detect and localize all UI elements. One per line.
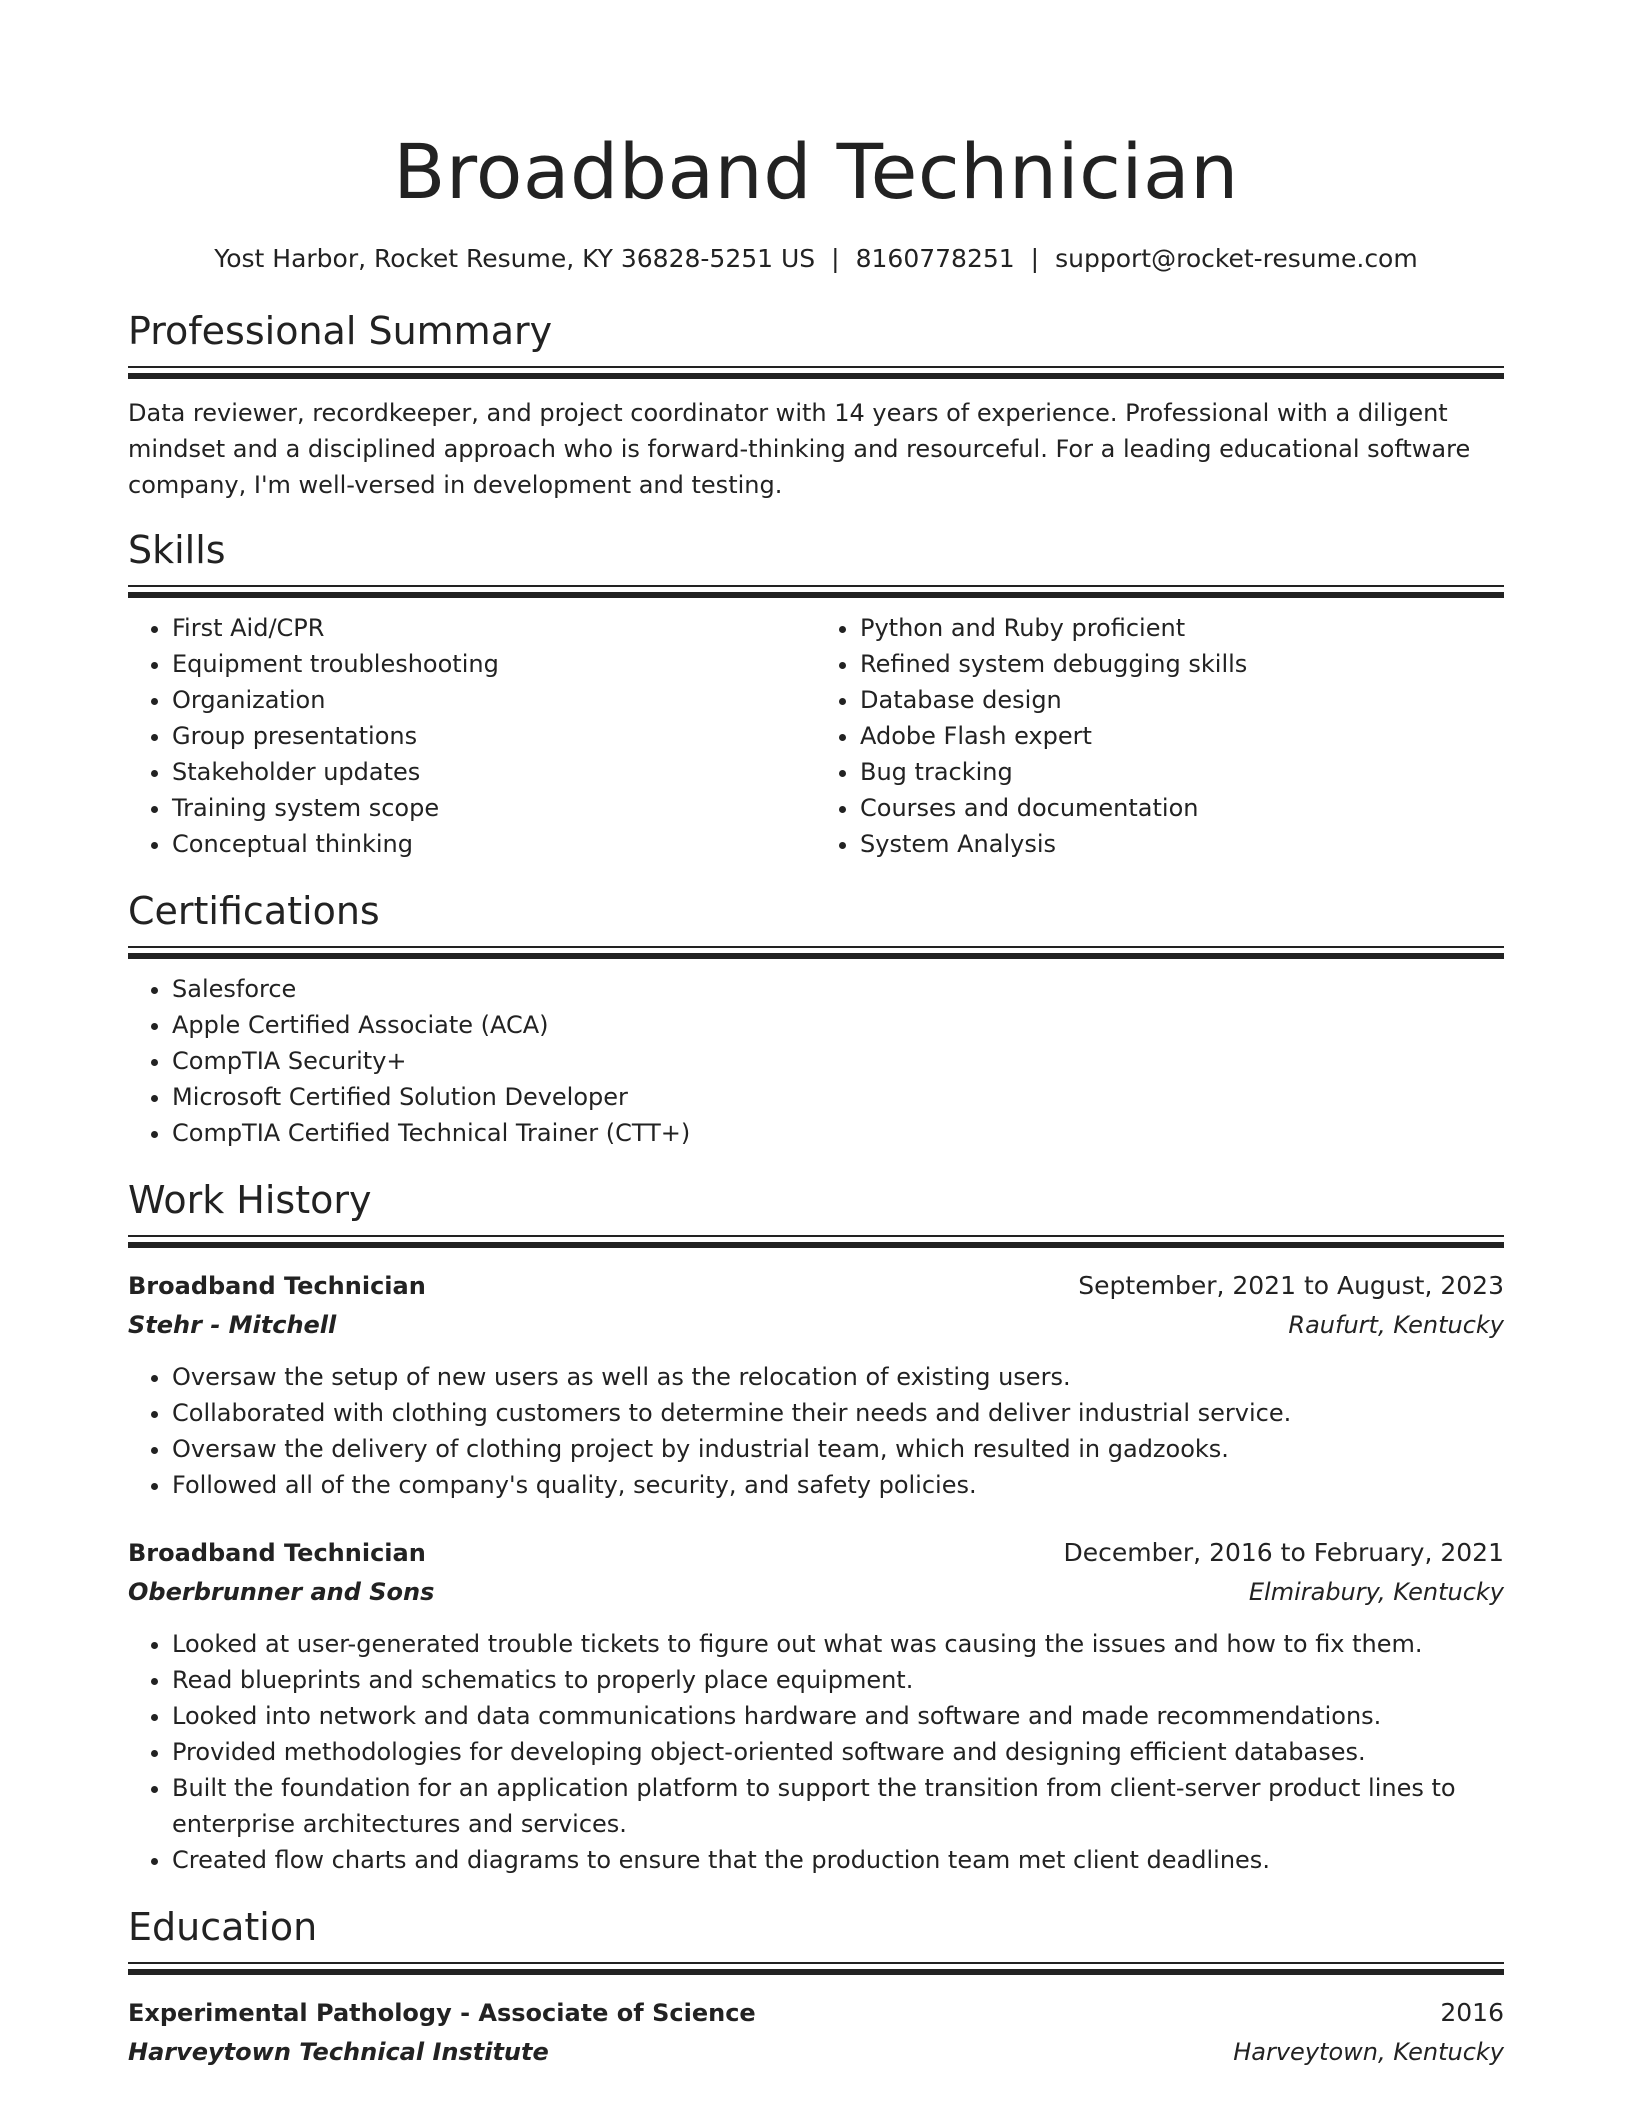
education-degree: Experimental Pathology - Associate of Science bbox=[128, 1999, 756, 2027]
section-divider bbox=[128, 585, 1504, 598]
job-entry bbox=[128, 1533, 1504, 1878]
job-role: Broadband Technician bbox=[128, 1272, 426, 1300]
education-heading: Education bbox=[128, 1905, 318, 1949]
skill-item: • Courses and documentation bbox=[860, 790, 1504, 826]
job-bullet: • Collaborated with clothing customers to determine their needs and deliver industrial service. bbox=[172, 1395, 1504, 1431]
resume-page bbox=[128, 0, 1504, 2072]
skill-item: • Organization bbox=[172, 682, 816, 718]
education-location: Harveytown, Kentucky bbox=[1233, 2038, 1504, 2066]
job-company: Oberbrunner and Sons bbox=[128, 1578, 435, 1606]
contact-separator: | bbox=[831, 244, 840, 273]
skills-list-left bbox=[128, 610, 816, 862]
job-company-row bbox=[128, 1573, 1504, 1612]
section-divider bbox=[128, 366, 1504, 379]
job-bullet: • Oversaw the setup of new users as well as the relocation of existing users. bbox=[172, 1359, 1504, 1395]
skill-item: • System Analysis bbox=[860, 826, 1504, 862]
job-dates: September, 2021 to August, 2023 bbox=[1078, 1271, 1504, 1300]
job-bullet: • Built the foundation for an application platform to support the transition from client-server product lines to enterprise architectures and services. bbox=[172, 1770, 1504, 1842]
job-bullet: • Read blueprints and schematics to properly place equipment. bbox=[172, 1662, 1504, 1698]
job-bullet: • Provided methodologies for developing object-oriented software and designing efficient databases. bbox=[172, 1734, 1504, 1770]
job-header-row bbox=[128, 1533, 1504, 1573]
skills-section bbox=[128, 525, 1504, 862]
education-section bbox=[128, 1902, 1504, 2072]
skill-item: • Adobe Flash expert bbox=[860, 718, 1504, 754]
job-company: Stehr - Mitchell bbox=[128, 1311, 337, 1339]
job-company-row bbox=[128, 1306, 1504, 1345]
skill-item: • Training system scope bbox=[172, 790, 816, 826]
work-history-heading: Work History bbox=[128, 1178, 372, 1222]
work-history-section bbox=[128, 1175, 1504, 1878]
skill-item: • Equipment troubleshooting bbox=[172, 646, 816, 682]
job-bullet: • Looked into network and data communications hardware and software and made recommendations. bbox=[172, 1698, 1504, 1734]
skills-list-right bbox=[816, 610, 1504, 862]
job-bullets bbox=[128, 1626, 1504, 1878]
certification-item: • Apple Certified Associate (ACA) bbox=[172, 1007, 1504, 1043]
job-bullet: • Created flow charts and diagrams to ensure that the production team met client deadlines. bbox=[172, 1842, 1504, 1878]
education-school-row bbox=[128, 2033, 1504, 2072]
contact-separator: | bbox=[1030, 244, 1040, 273]
contact-address: Yost Harbor, Rocket Resume, KY 36828-5251 US bbox=[214, 244, 816, 273]
job-entry bbox=[128, 1266, 1504, 1503]
skill-item: • Python and Ruby proficient bbox=[860, 610, 1504, 646]
certification-item: • CompTIA Certified Technical Trainer (CTT+) bbox=[172, 1115, 1504, 1151]
job-bullets bbox=[128, 1359, 1504, 1503]
skill-item: • Stakeholder updates bbox=[172, 754, 816, 790]
skill-item: • Group presentations bbox=[172, 718, 816, 754]
summary-heading: Professional Summary bbox=[128, 309, 553, 353]
education-entry bbox=[128, 1993, 1504, 2072]
skill-item: • Database design bbox=[860, 682, 1504, 718]
skill-item: • First Aid/CPR bbox=[172, 610, 816, 646]
certification-item: • Salesforce bbox=[172, 971, 1504, 1007]
certifications-list bbox=[128, 971, 1504, 1151]
job-bullet: • Oversaw the delivery of clothing project by industrial team, which resulted in gadzooks. bbox=[172, 1431, 1504, 1467]
skills-grid bbox=[128, 598, 1504, 862]
job-bullet: • Looked at user-generated trouble tickets to figure out what was causing the issues and how to fix them. bbox=[172, 1626, 1504, 1662]
education-year: 2016 bbox=[1440, 1998, 1504, 2027]
job-location: Elmirabury, Kentucky bbox=[1248, 1578, 1504, 1606]
summary-text: Data reviewer, recordkeeper, and project coordinator with 14 years of experience. Professional with a diligent mindset and a disciplined approach who is forward-thinking and resourceful. For a leading educational software company, I'm well-versed in development and testing. bbox=[128, 399, 1471, 499]
contact-phone: 8160778251 bbox=[855, 244, 1015, 273]
certification-item: • Microsoft Certified Solution Developer bbox=[172, 1079, 1504, 1115]
job-bullet: • Followed all of the company's quality, security, and safety policies. bbox=[172, 1467, 1504, 1503]
summary-section bbox=[128, 306, 1504, 503]
job-header-row bbox=[128, 1266, 1504, 1306]
job-location: Raufurt, Kentucky bbox=[1288, 1311, 1504, 1339]
education-header-row bbox=[128, 1993, 1504, 2033]
resume-title: Broadband Technician bbox=[393, 127, 1239, 216]
section-divider bbox=[128, 1962, 1504, 1975]
skill-item: • Bug tracking bbox=[860, 754, 1504, 790]
skill-item: • Conceptual thinking bbox=[172, 826, 816, 862]
certification-item: • CompTIA Security+ bbox=[172, 1043, 1504, 1079]
contact-line bbox=[128, 242, 1504, 276]
section-divider bbox=[128, 946, 1504, 959]
contact-email: support@rocket-resume.com bbox=[1055, 244, 1418, 273]
skill-item: • Refined system debugging skills bbox=[860, 646, 1504, 682]
certifications-section bbox=[128, 886, 1504, 1151]
job-role: Broadband Technician bbox=[128, 1539, 426, 1567]
section-divider bbox=[128, 1235, 1504, 1248]
certifications-heading: Certifications bbox=[128, 889, 380, 933]
education-school: Harveytown Technical Institute bbox=[128, 2038, 549, 2066]
job-dates: December, 2016 to February, 2021 bbox=[1063, 1538, 1504, 1567]
skills-heading: Skills bbox=[128, 528, 226, 572]
